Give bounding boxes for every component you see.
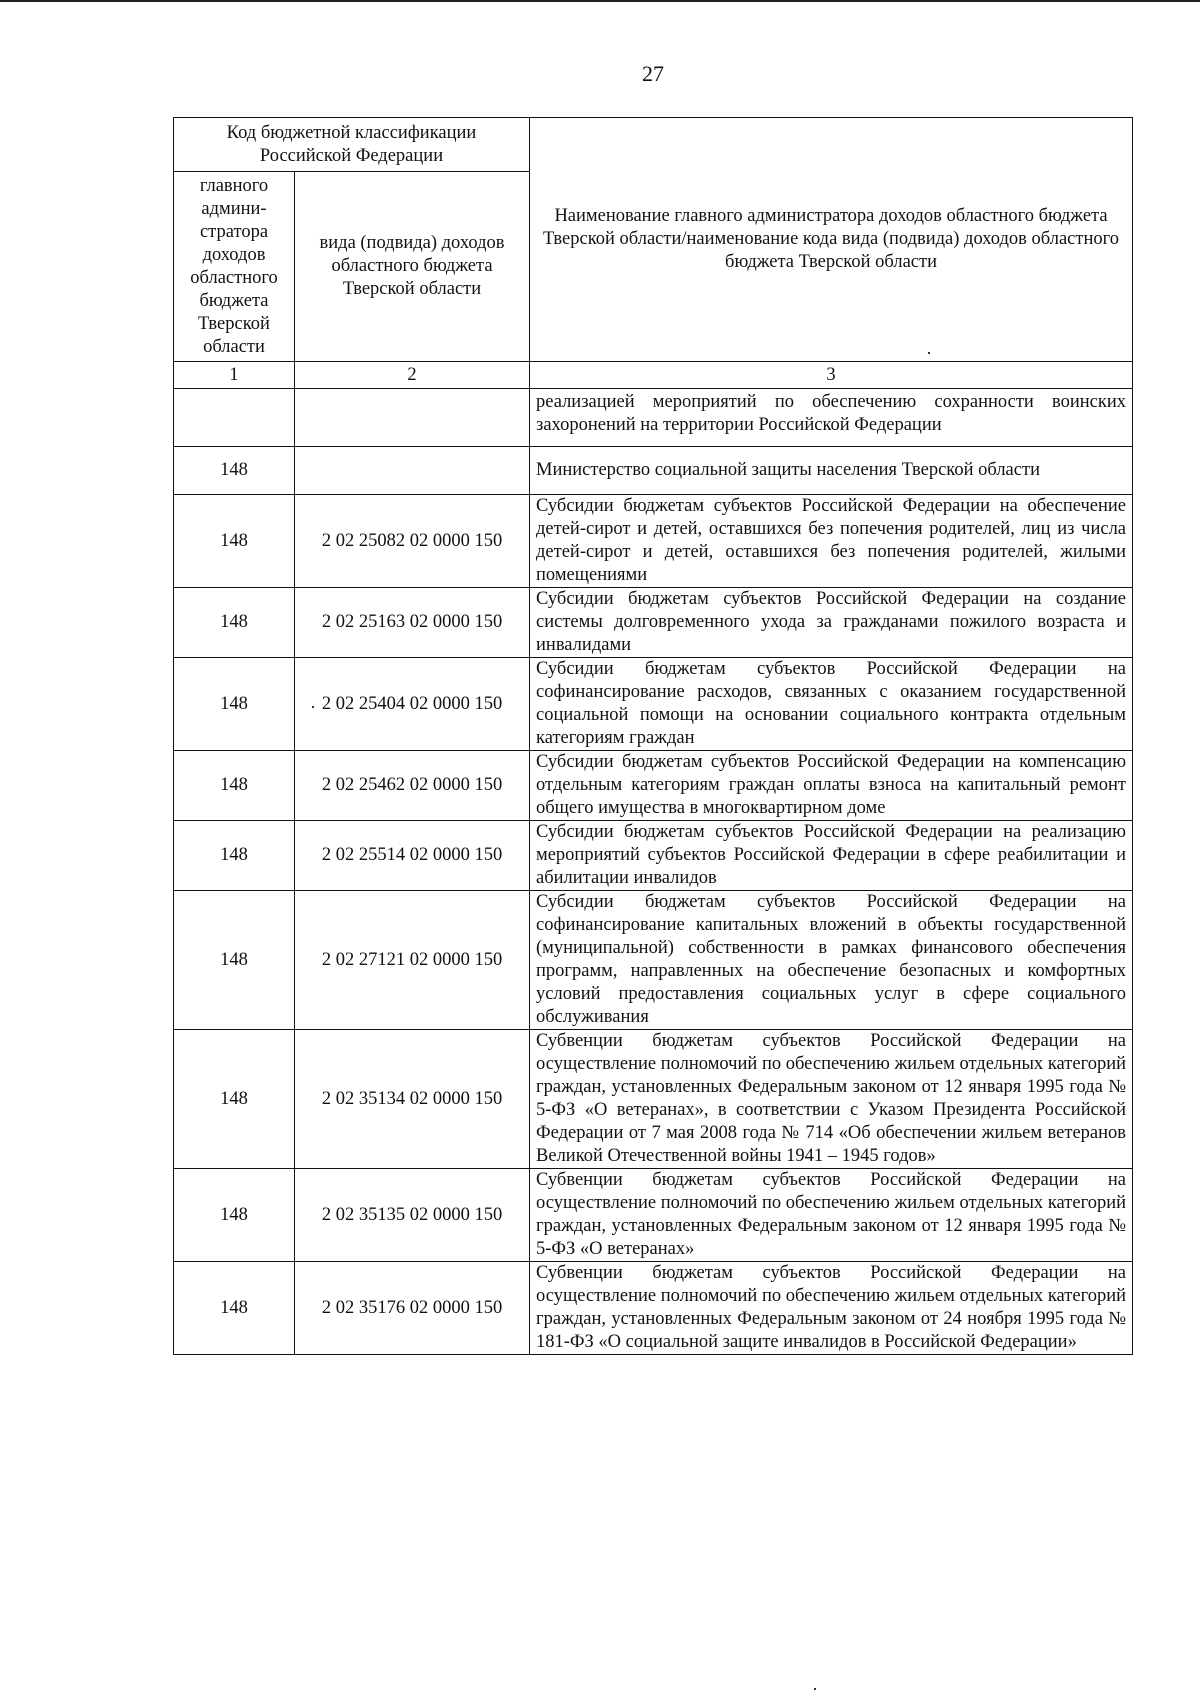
budget-classification-table (173, 117, 1133, 1355)
admin-code-cell: 148 (174, 1169, 295, 1262)
admin-code-cell: 148 (174, 751, 295, 821)
header-kbk-group: Код бюджетной классификации Российской Федерации (174, 118, 530, 172)
income-code-cell: 2 02 25514 02 0000 150 (295, 821, 530, 891)
income-name-cell: Субсидии бюджетам субъектов Российской Федерации на компенсацию отдельным категориям граждан оплаты взноса на капитальный ремонт общего имущества в многоквартирном доме (530, 751, 1133, 821)
table-row (174, 1169, 1133, 1262)
income-name-cell: Министерство социальной защиты населения Тверской области (530, 447, 1133, 495)
table-row (174, 1262, 1133, 1355)
income-code-cell: 2 02 35134 02 0000 150 (295, 1030, 530, 1169)
header-code-column: вида (подвида) доходов областного бюджета Тверской области (295, 172, 530, 362)
scan-speck (814, 1688, 816, 1690)
income-code-cell: 2 02 35176 02 0000 150 (295, 1262, 530, 1355)
income-code-cell (295, 389, 530, 447)
table-row (174, 588, 1133, 658)
table-row (174, 1030, 1133, 1169)
admin-code-cell: 148 (174, 495, 295, 588)
column-number-2: 2 (295, 362, 530, 389)
header-admin-column: главного админи-стратора доходов областного бюджета Тверской области (174, 172, 295, 362)
scan-top-border (0, 0, 1200, 2)
income-name-cell: Субсидии бюджетам субъектов Российской Федерации на обеспечение детей-сирот и детей, оставшихся без попечения родителей, лиц из числа детей-сирот и детей, оставшихся без попечения родителей, жилыми помещениями (530, 495, 1133, 588)
income-code-cell (295, 447, 530, 495)
income-name-cell: Субвенции бюджетам субъектов Российской Федерации на осуществление полномочий по обеспечению жильем отдельных категорий граждан, установленных Федеральным законом от 12 января 1995 года № 5-ФЗ «О ветеранах» (530, 1169, 1133, 1262)
table-body (174, 362, 1133, 1355)
income-name-cell: Субвенции бюджетам субъектов Российской Федерации на осуществление полномочий по обеспечению жильем отдельных категорий граждан, установленных Федеральным законом от 24 ноября 1995 года № 181-ФЗ «О социальной защите инвалидов в Российской Федерации» (530, 1262, 1133, 1355)
table-header (174, 118, 1133, 362)
column-number-row (174, 362, 1133, 389)
table-row (174, 495, 1133, 588)
income-name-cell: Субсидии бюджетам субъектов Российской Федерации на реализацию мероприятий субъектов Российской Федерации в сфере реабилитации и абилитации инвалидов (530, 821, 1133, 891)
income-code-cell: 2 02 25082 02 0000 150 (295, 495, 530, 588)
income-name-cell: Субсидии бюджетам субъектов Российской Федерации на софинансирование капитальных вложений в объекты государственной (муниципальной) собственности в рамках финансового обеспечения программ, направленных на обеспечение безопасных и комфортных условий предоставления социальных услуг в сфере социального обслуживания (530, 891, 1133, 1030)
page-number: 27 (642, 61, 664, 86)
income-code-cell: 2 02 25404 02 0000 150 (295, 658, 530, 751)
admin-code-cell: 148 (174, 891, 295, 1030)
income-name-cell: Субвенции бюджетам субъектов Российской Федерации на осуществление полномочий по обеспечению жильем отдельных категорий граждан, установленных Федеральным законом от 12 января 1995 года № 5-ФЗ «О ветеранах», в соответствии с Указом Президента Российской Федерации от 7 мая 2008 года № 714 «Об обеспечении жильем ветеранов Великой Отечественной войны 1941 – 1945 годов» (530, 1030, 1133, 1169)
admin-code-cell: 148 (174, 658, 295, 751)
income-name-cell: Субсидии бюджетам субъектов Российской Федерации на софинансирование расходов, связанных с оказанием государственной социальной помощи на основании социального контракта отдельным категориям граждан (530, 658, 1133, 751)
table-row (174, 389, 1133, 447)
header-row-group (174, 118, 1133, 172)
table-row (174, 821, 1133, 891)
column-number-3: 3 (530, 362, 1133, 389)
table-row (174, 658, 1133, 751)
income-name-cell: реализацией мероприятий по обеспечению сохранности воинских захоронений на территории Российской Федерации (530, 389, 1133, 447)
scan-speck (312, 706, 314, 708)
column-number-1: 1 (174, 362, 295, 389)
table-row (174, 447, 1133, 495)
header-name-column: Наименование главного администратора доходов областного бюджета Тверской области/наименование кода вида (подвида) доходов областного бюджета Тверской области (530, 118, 1133, 362)
admin-code-cell: 148 (174, 821, 295, 891)
admin-code-cell: 148 (174, 1030, 295, 1169)
table-row (174, 751, 1133, 821)
table-row (174, 891, 1133, 1030)
income-code-cell: 2 02 27121 02 0000 150 (295, 891, 530, 1030)
admin-code-cell: 148 (174, 588, 295, 658)
income-code-cell: 2 02 35135 02 0000 150 (295, 1169, 530, 1262)
admin-code-cell (174, 389, 295, 447)
income-code-cell: 2 02 25462 02 0000 150 (295, 751, 530, 821)
admin-code-cell: 148 (174, 447, 295, 495)
income-name-cell: Субсидии бюджетам субъектов Российской Федерации на создание системы долговременного ухода за гражданами пожилого возраста и инвалидами (530, 588, 1133, 658)
scan-speck (928, 352, 930, 354)
admin-code-cell: 148 (174, 1262, 295, 1355)
income-code-cell: 2 02 25163 02 0000 150 (295, 588, 530, 658)
